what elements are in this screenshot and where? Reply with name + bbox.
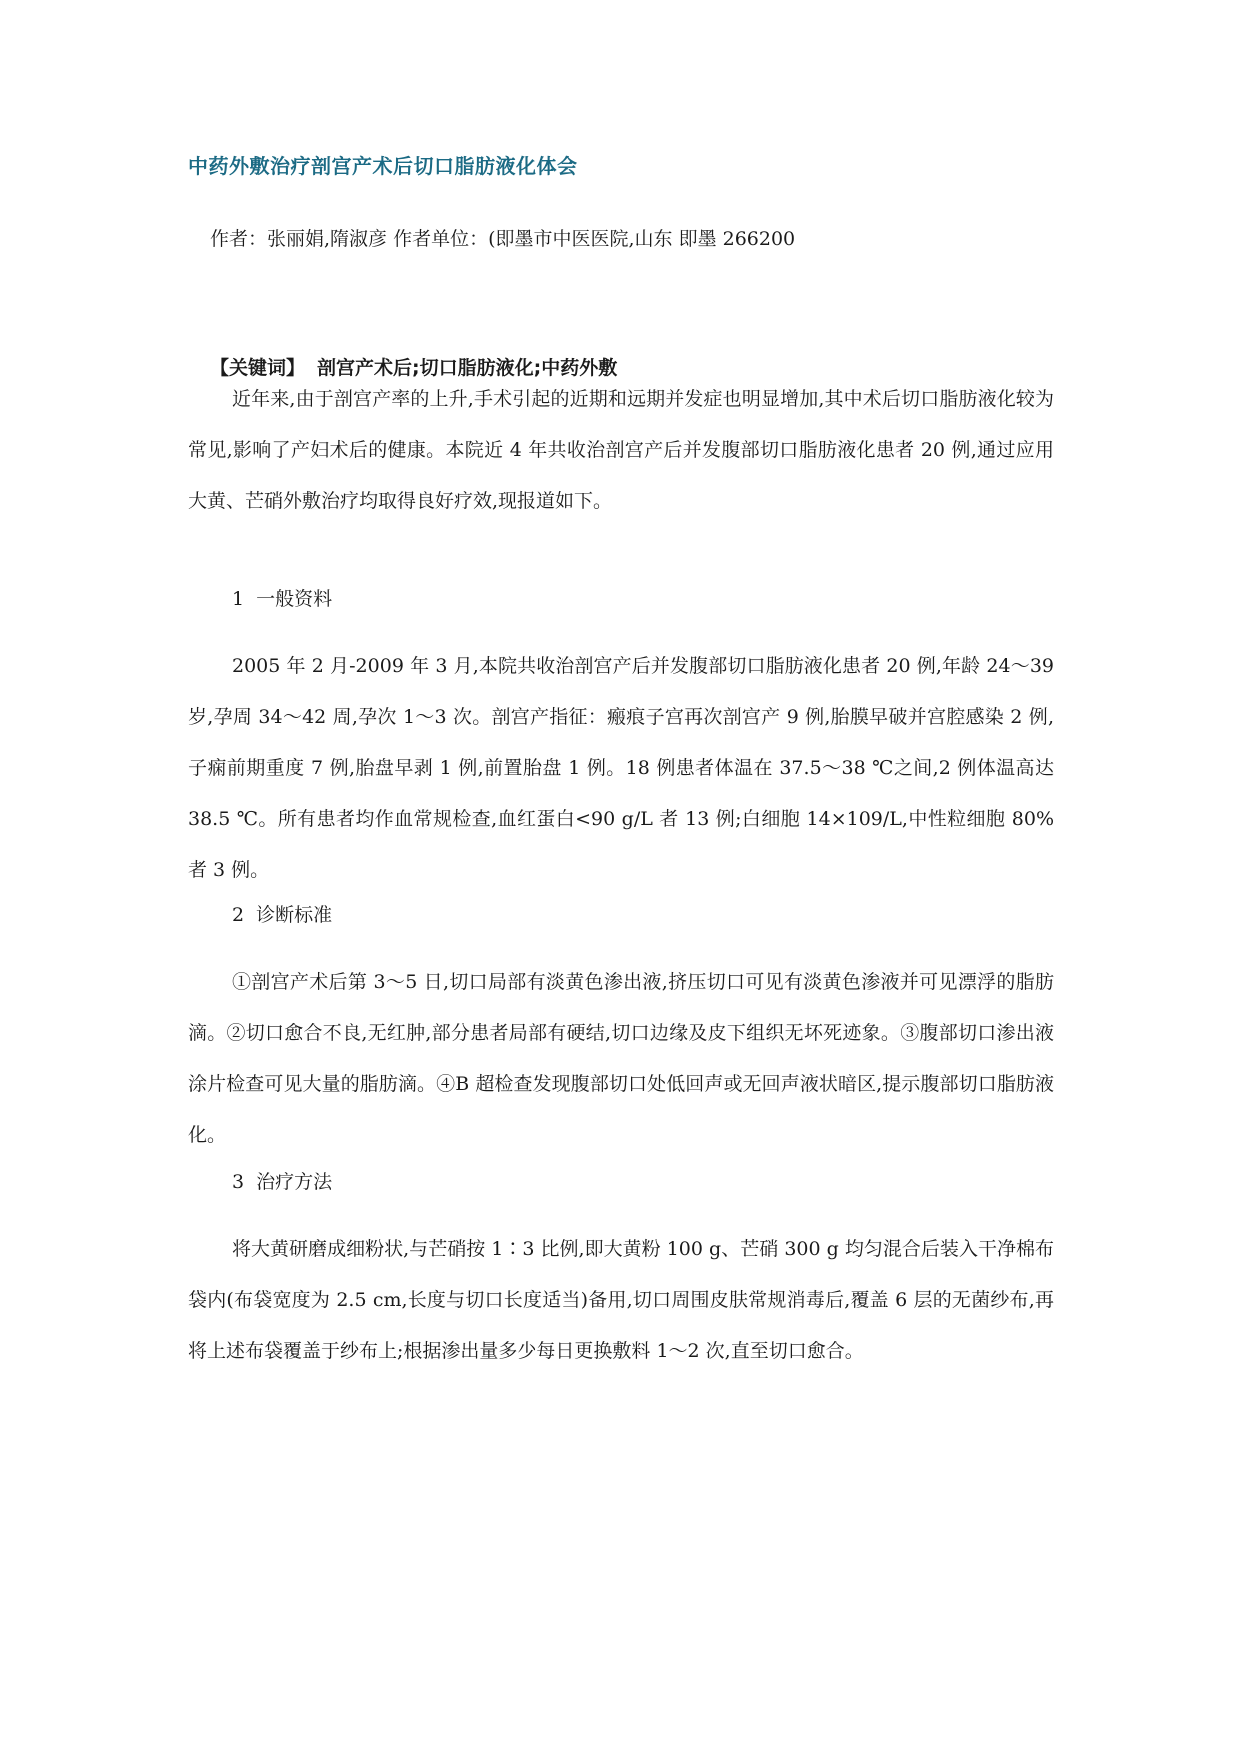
section-title: 一般资料 xyxy=(256,588,333,610)
article-title: 中药外敷治疗剖宫产术后切口脂肪液化体会 xyxy=(188,154,578,178)
section-body-3: 将大黄研磨成细粉状,与芒硝按 1∶3 比例,即大黄粉 100 g、芒硝 300 g 均匀混合后装入干净棉布袋内(布袋宽度为 2.5 cm,长度与切口长度适当)备用,切口周围皮肤常规消毒后,覆盖 6 层的无菌纱布,再将上述布袋覆盖于纱布上;根据渗出量多少每日更换敷料 1～2 次,直至切口愈合。 xyxy=(188,1238,1054,1362)
section-title: 诊断标准 xyxy=(256,904,333,926)
keywords-text: 剖宫产术后;切口脂肪液化;中药外敷 xyxy=(317,357,618,379)
section-heading-2 xyxy=(232,900,332,927)
authors-line: 作者：张丽娟,隋淑彦 作者单位：(即墨市中医医院,山东 即墨 266200 xyxy=(210,228,796,250)
section-heading-1 xyxy=(232,584,332,611)
section-body-1: 2005 年 2 月-2009 年 3 月,本院共收治剖宫产后并发腹部切口脂肪液化患者 20 例,年龄 24～39 岁,孕周 34～42 周,孕次 1～3 次。剖宫产指征：瘢痕子宫再次剖宫产 9 例,胎膜早破并宫腔感染 2 例,子痫前期重度 7 例,胎盘早剥 1 例,前置胎盘 1 例。18 例患者体温在 37.5～38 ℃之间,2 例体温高达 38.5 ℃。所有患者均作血常规检查,血红蛋白<90 g/L 者 13 例;白细胞 14×109/L,中性粒细胞 80%者 3 例。 xyxy=(188,655,1054,881)
section-body-2: ①剖宫产术后第 3～5 日,切口局部有淡黄色渗出液,挤压切口可见有淡黄色渗液并可见漂浮的脂肪滴。②切口愈合不良,无红肿,部分患者局部有硬结,切口边缘及皮下组织无坏死迹象。③腹部切口渗出液涂片检查可见大量的脂肪滴。④B 超检查发现腹部切口处低回声或无回声液状暗区,提示腹部切口脂肪液化。 xyxy=(188,971,1054,1146)
section-number: 3 xyxy=(232,1171,245,1193)
section-heading-3 xyxy=(232,1167,332,1194)
keywords-label: 【关键词】 xyxy=(210,357,306,379)
section-number: 2 xyxy=(232,904,245,926)
section-title: 治疗方法 xyxy=(256,1171,333,1193)
section-number: 1 xyxy=(232,588,245,610)
intro-paragraph: 近年来,由于剖宫产率的上升,手术引起的近期和远期并发症也明显增加,其中术后切口脂肪液化较为常见,影响了产妇术后的健康。本院近 4 年共收治剖宫产后并发腹部切口脂肪液化患者 20 例,通过应用大黄、芒硝外敷治疗均取得良好疗效,现报道如下。 xyxy=(188,388,1054,512)
